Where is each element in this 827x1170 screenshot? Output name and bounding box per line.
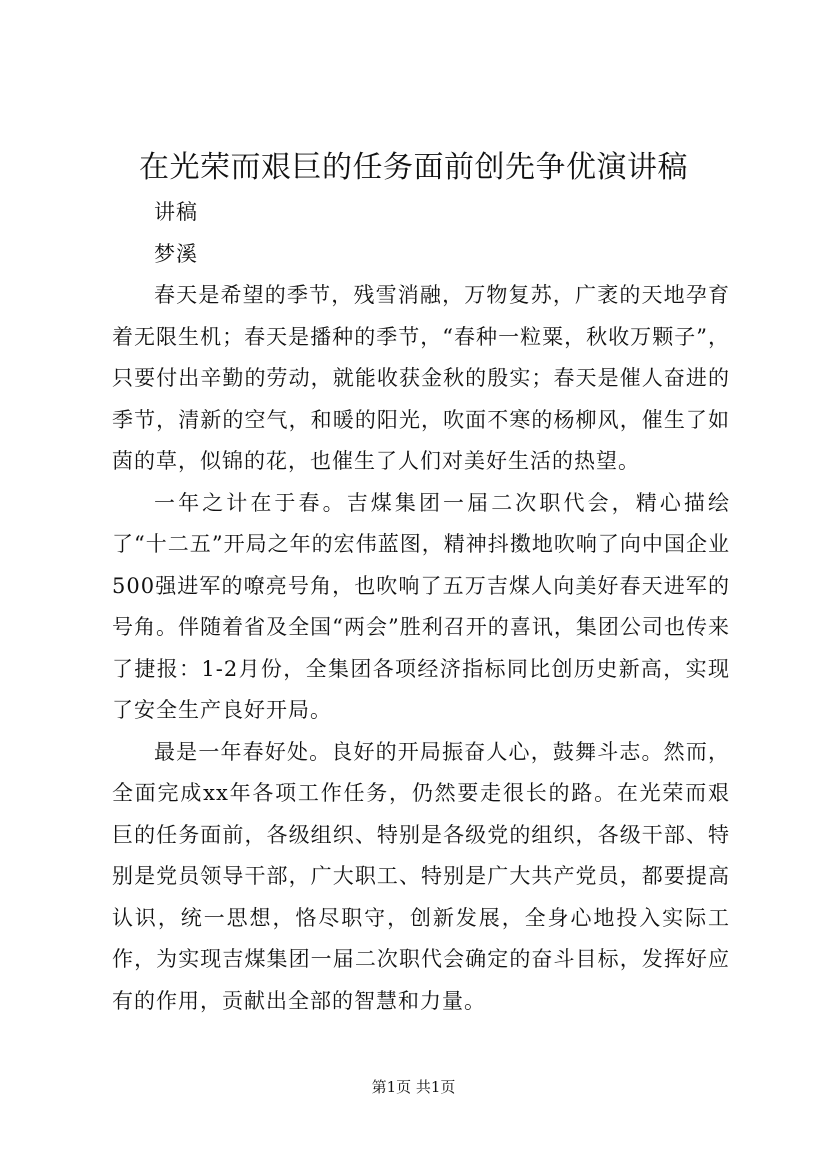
- document-body: [112, 192, 730, 1022]
- page-footer: 第1页 共1页: [371, 1078, 456, 1096]
- paragraph-spring: 春天是希望的季节，残雪消融，万物复苏，广袤的天地孕育着无限生机；春天是播种的季节，“春种一粒粟，秋收万颗子”，只要付出辛勤的劳动，就能收获金秋的殷实；春天是催人奋进的季节，清新的空气，和暖的阳光，吹面不寒的杨柳风，催生了如茵的草，似锦的花，也催生了人们对美好生活的热望。: [112, 283, 730, 473]
- paragraph-best-time: 最是一年春好处。良好的开局振奋人心，鼓舞斗志。然而，全面完成xx年各项工作任务，仍然要走很长的路。在光荣而艰巨的任务面前，各级组织、特别是各级党的组织，各级干部、特别是党员领导干部，广大职工、特别是广大共产党员，都要提高认识，统一思想，恪尽职守，创新发展，全身心地投入实际工作，为实现吉煤集团一届二次职代会确定的奋斗目标，发挥好应有的作用，贡献出全部的智慧和力量。: [112, 739, 730, 1013]
- paragraph-year-plan: 一年之计在于春。吉煤集团一届二次职代会，精心描绘了“十二五”开局之年的宏伟蓝图，精神抖擞地吹响了向中国企业500强进军的嘹亮号角，也吹响了五万吉煤人向美好春天进军的号角。伴随着省及全国“两会”胜利召开的喜讯，集团公司也传来了捷报：1-2月份，全集团各项经济指标同比创历史新高，实现了安全生产良好开局。: [112, 490, 730, 722]
- paragraph-subtitle: 讲稿: [154, 200, 198, 224]
- document-title: 在光荣而艰巨的任务面前创先争优演讲稿: [139, 150, 688, 185]
- paragraph-author: 梦溪: [154, 241, 198, 266]
